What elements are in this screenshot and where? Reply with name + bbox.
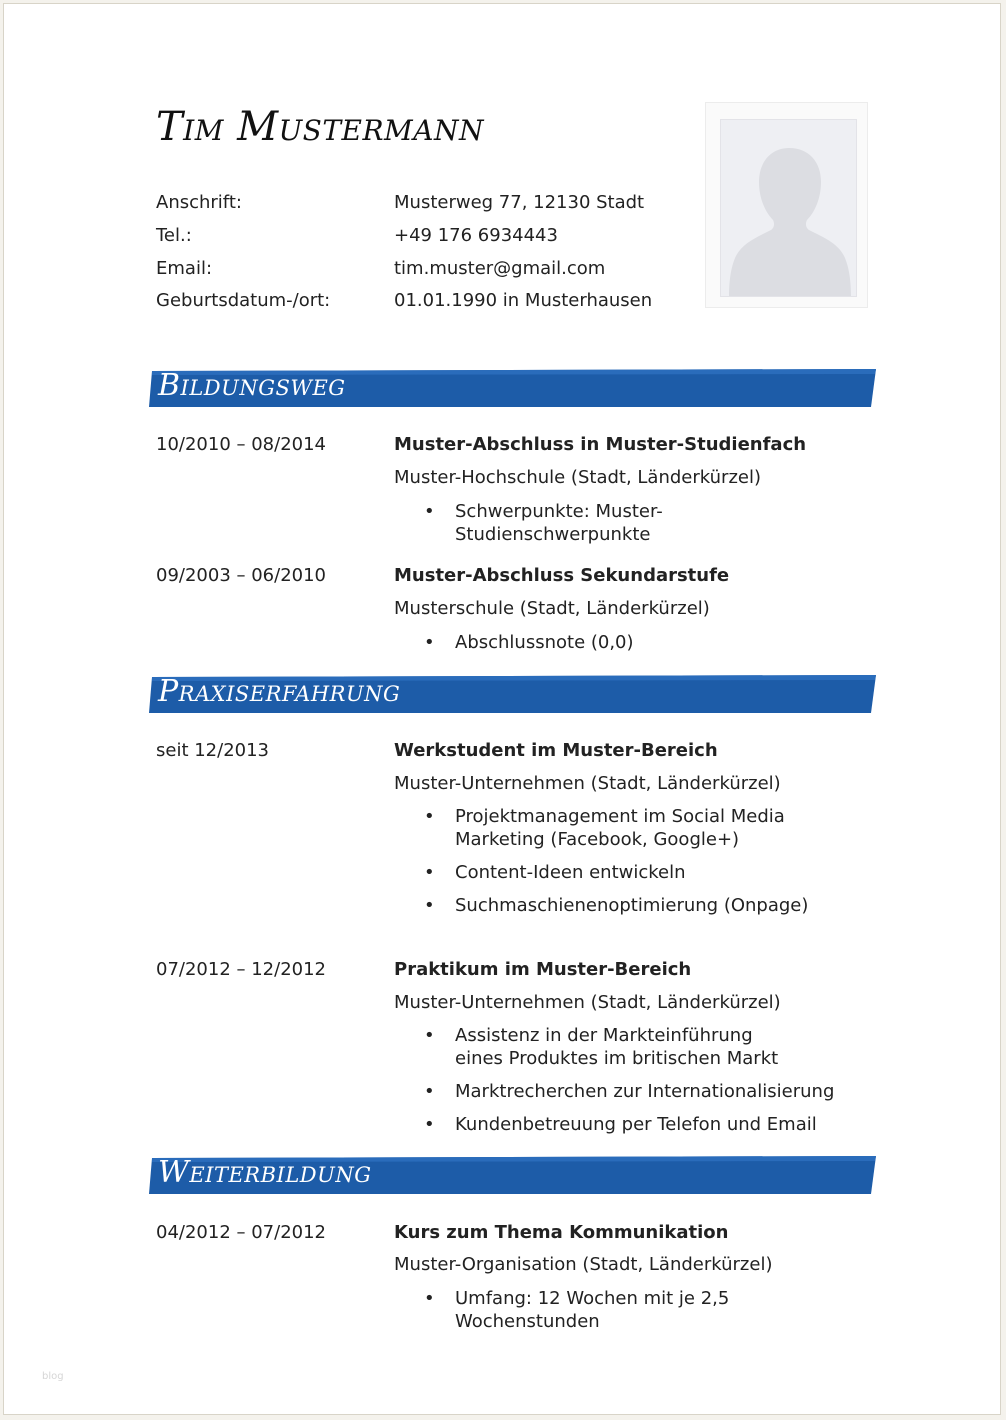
cv-name: Tim Mustermann [156, 104, 484, 150]
section-banner-praxiserfahrung [149, 675, 876, 713]
info-row-birth [156, 290, 676, 320]
photo-frame [705, 102, 868, 308]
info-row-address [156, 192, 676, 222]
bullet-icon: • [424, 895, 435, 916]
info-value: tim.muster@gmail.com [394, 258, 606, 279]
bullet-icon: • [424, 632, 435, 653]
section-title: Praxiserfahrung [158, 674, 401, 709]
bullet-icon: • [424, 806, 435, 827]
bullet-icon: • [424, 1081, 435, 1102]
bullet-icon: • [424, 501, 435, 522]
entry-title: Muster-Abschluss Sekundarstufe [394, 565, 730, 586]
entry-date: 07/2012 – 12/2012 [156, 959, 326, 980]
info-label: Tel.: [156, 225, 192, 246]
info-value: Musterweg 77, 12130 Stadt [394, 192, 645, 213]
person-silhouette-icon [721, 120, 857, 297]
list-item-text: Abschlussnote (0,0) [455, 632, 634, 653]
list-item [424, 805, 844, 851]
entry-title: Muster-Abschluss in Muster-Studienfach [394, 434, 807, 455]
info-label: Geburtsdatum-/ort: [156, 290, 331, 311]
entry-org: Muster-Hochschule (Stadt, Länderkürzel) [394, 467, 761, 488]
info-row-email [156, 258, 676, 288]
bullet-icon: • [424, 1288, 435, 1309]
entry-title: Kurs zum Thema Kommunikation [394, 1222, 729, 1243]
list-item-text: Assistenz in der Markteinführung eines Produktes im britischen Markt [455, 1025, 779, 1069]
info-value: 01.01.1990 in Musterhausen [394, 290, 653, 311]
list-item-text: Kundenbetreuung per Telefon und Email [455, 1114, 817, 1135]
bullet-icon: • [424, 862, 435, 883]
bullet-icon: • [424, 1114, 435, 1135]
info-label: Anschrift: [156, 192, 242, 213]
list-item [424, 1024, 844, 1070]
entry-date: seit 12/2013 [156, 740, 270, 761]
watermark: blog [42, 1371, 64, 1382]
list-item [424, 1287, 844, 1333]
section-title: Bildungsweg [158, 368, 346, 403]
list-item-text: Schwerpunkte: Muster-Studienschwerpunkte [455, 501, 663, 545]
info-label: Email: [156, 258, 213, 279]
list-item-text: Marktrecherchen zur Internationalisierung [455, 1081, 835, 1102]
cv-page [3, 3, 1001, 1415]
section-banner-weiterbildung [149, 1156, 876, 1194]
profile-photo-placeholder [720, 119, 857, 297]
entry-date: 10/2010 – 08/2014 [156, 434, 326, 455]
entry-title: Werkstudent im Muster-Bereich [394, 740, 718, 761]
entry-org: Musterschule (Stadt, Länderkürzel) [394, 598, 710, 619]
entry-date: 04/2012 – 07/2012 [156, 1222, 326, 1243]
list-item-text: Suchmaschienenoptimierung (Onpage) [455, 895, 809, 916]
entry-org: Muster-Unternehmen (Stadt, Länderkürzel) [394, 992, 781, 1013]
list-item-text: Umfang: 12 Wochen mit je 2,5 Wochenstunden [455, 1288, 730, 1332]
entry-org: Muster-Unternehmen (Stadt, Länderkürzel) [394, 773, 781, 794]
list-item-text: Projektmanagement im Social Media Marketing (Facebook, Google+) [455, 806, 785, 850]
info-row-phone [156, 225, 676, 255]
list-item-text: Content-Ideen entwickeln [455, 862, 686, 883]
entry-title: Praktikum im Muster-Bereich [394, 959, 692, 980]
entry-date: 09/2003 – 06/2010 [156, 565, 326, 586]
info-value: +49 176 6934443 [394, 225, 558, 246]
bullet-icon: • [424, 1025, 435, 1046]
section-title: Weiterbildung [158, 1155, 372, 1190]
entry-org: Muster-Organisation (Stadt, Länderkürzel) [394, 1254, 773, 1275]
section-banner-bildungsweg [149, 369, 876, 407]
